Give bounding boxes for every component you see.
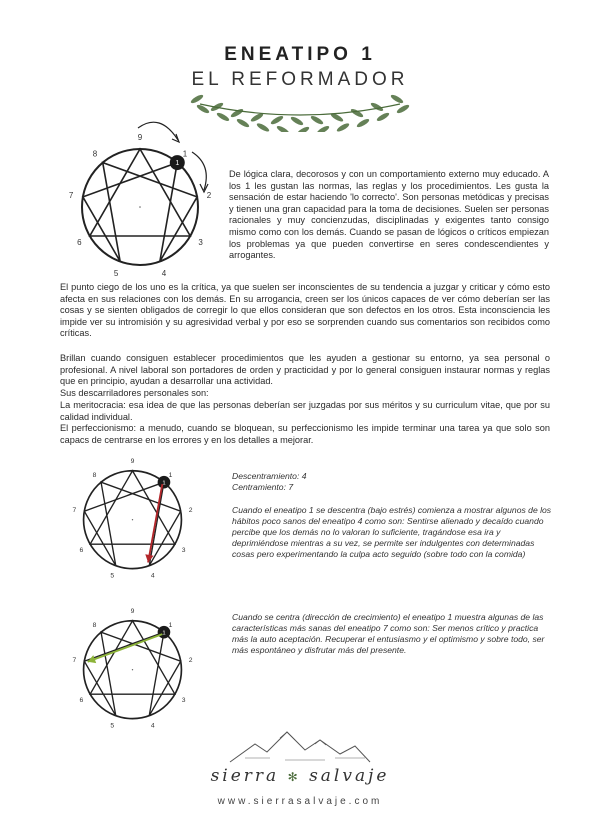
number-label-2: 2 xyxy=(188,506,193,514)
number-label-3: 3 xyxy=(181,696,186,704)
number-label-5: 5 xyxy=(110,572,115,580)
laurel-leaf xyxy=(356,118,371,129)
enneagram-stress-diagram xyxy=(65,448,200,588)
laurel-leaf xyxy=(350,108,365,119)
growth-text: Cuando se centra (dirección de crecimiento) el eneatipo 1 muestra algunas de las características más sanas del eneatipo 7 como son: Ser menos crítico y practica más la auto aceptación. Recuperar el entusiasmo y el optimismo y sobre todo, ser más espontáneo y disfrutar más del presente. xyxy=(232,612,545,655)
stress-line-1: Descentramiento: 4 xyxy=(232,471,307,481)
laurel-leaf xyxy=(336,122,351,132)
number-label-5: 5 xyxy=(113,268,119,278)
number-label-8: 8 xyxy=(92,149,98,159)
brand-wordmark xyxy=(0,766,600,786)
laurel-leaf xyxy=(256,122,271,132)
number-label-2: 2 xyxy=(206,190,212,200)
intro-paragraph-1: De lógica clara, decorosos y con un comportamiento externo muy educado. A los 1 les gustan las normas, las reglas y los procedimientos. Les gusta la sensación de estar haciendo 'lo correcto'. Son personas metódicas y precisas y tienen una gran capacidad para la toma de decisiones. Suelen ser personas racionales y muy concienzudas, disciplinadas y exigentes tanto consigo mismo como con los demás. Cuando se pasan de lógicos o críticos empiezan los problemas ya que pueden convertirse en seres condescendientes y arrogantes. xyxy=(229,169,549,261)
laurel-leaf xyxy=(296,125,311,132)
number-label-4: 4 xyxy=(161,268,167,278)
website-url: www.sierrasalvaje.com xyxy=(217,796,383,807)
number-label-9: 9 xyxy=(130,458,135,466)
type-one-badge-label: 1 xyxy=(175,160,180,168)
intro-paragraph-3: Brillan cuando consiguen establecer procedimientos que les ayuden a gestionar su entorno, ya sea personal o profesional. A nivel laboral son portadores de orden y practicidad y por lo general consiguen instaurar normas y reglas que en principio, ayudan a desarrollar una actividad. xyxy=(60,353,550,387)
center-dot xyxy=(132,669,133,670)
number-label-7: 7 xyxy=(68,190,74,200)
brand-left: sierra xyxy=(210,766,280,786)
number-label-6: 6 xyxy=(77,238,82,247)
center-dot xyxy=(139,206,141,208)
number-label-1: 1 xyxy=(168,621,173,629)
page-subtitle: EL REFORMADOR xyxy=(191,69,409,90)
intro-paragraph-4: Sus descarriladores personales son: xyxy=(60,388,209,398)
laurel-leaf xyxy=(250,112,265,123)
number-label-6: 6 xyxy=(79,696,84,704)
number-label-6: 6 xyxy=(79,546,84,554)
laurel-leaf xyxy=(290,115,305,126)
laurel-leaf xyxy=(316,125,331,132)
type-one-badge-label: 1 xyxy=(162,480,166,487)
laurel-leaf xyxy=(390,93,405,104)
brand-right: salvaje xyxy=(309,766,390,786)
number-label-9: 9 xyxy=(137,133,143,142)
enneagram-growth-diagram xyxy=(65,598,200,738)
intro-paragraph-6: El perfeccionismo: a menudo, cuando se bloquean, su perfeccionismo les impide terminar una tarea ya que solo son capacs de centrarse en los errores y en los detalles a mejorar. xyxy=(60,423,550,445)
number-label-7: 7 xyxy=(72,506,77,514)
laurel-leaf xyxy=(310,115,325,126)
curved-arrows xyxy=(120,110,230,205)
intro-paragraph-5: La meritocracia: esa idea de que las personas deberían ser juzgadas por sus méritos y su curriculum vitae, que por su calidad individual. xyxy=(60,400,550,422)
number-label-9: 9 xyxy=(130,608,135,616)
number-label-1: 1 xyxy=(168,471,173,479)
laurel-leaf xyxy=(276,125,291,132)
laurel-leaf xyxy=(396,103,410,114)
stress-line-2: Centramiento: 7 xyxy=(232,482,294,492)
laurel-leaf xyxy=(190,93,204,104)
type-one-badge-label: 1 xyxy=(162,630,166,637)
number-label-3: 3 xyxy=(198,238,203,247)
sprig-icon: ✻ xyxy=(287,770,301,784)
number-label-2: 2 xyxy=(188,656,193,664)
number-label-4: 4 xyxy=(150,722,155,730)
laurel-leaf xyxy=(370,101,385,112)
mountain-logo xyxy=(225,722,375,764)
center-dot xyxy=(132,519,133,520)
number-label-8: 8 xyxy=(92,621,97,629)
laurel-leaf xyxy=(230,108,245,119)
stress-text: Cuando el eneatipo 1 se descentra (bajo estrés) comienza a mostrar algunos de los hábitos poco sanos del eneatipo 4 como son: Sentirse alienado y decaído cuando percibe que los demás no lo valoran lo suficiente, tragándose esa ira y deprimiéndose mientras a su vez, se permite ser indulgentes con determinadas cosas pero experimentando la culpa acto seguido (sobre todo con la comida) xyxy=(232,505,552,559)
number-label-8: 8 xyxy=(92,471,97,479)
number-label-5: 5 xyxy=(110,722,115,730)
enneagram-hexad xyxy=(84,482,180,565)
page-title: ENEATIPO 1 xyxy=(224,44,376,65)
number-label-1: 1 xyxy=(182,149,188,159)
direction-arrow-line xyxy=(148,484,162,562)
laurel-leaf xyxy=(236,118,251,129)
laurel-leaf xyxy=(270,115,285,126)
direction-arrow-line xyxy=(88,634,163,662)
intro-paragraph-2: El punto ciego de los uno es la crítica, ya que suelen ser inconscientes de su tendencia a juzgar y criticar y cómo esto afecta en sus relaciones con los demás. En su arrogancia, creen ser los únicos capaces de ver cómo deberían ser las cosas y se sienten obligados de corregir lo que ellos consideran que son defectos en los otros. Esta inconsciencia les impide ver su intromisión y su agresividad verbal y por eso se sorprenden cuando sus comentarios son recibidos como críticas. xyxy=(60,282,550,339)
laurel-leaf xyxy=(376,111,391,122)
number-label-4: 4 xyxy=(150,572,155,580)
number-label-7: 7 xyxy=(72,656,77,664)
number-label-3: 3 xyxy=(181,546,186,554)
